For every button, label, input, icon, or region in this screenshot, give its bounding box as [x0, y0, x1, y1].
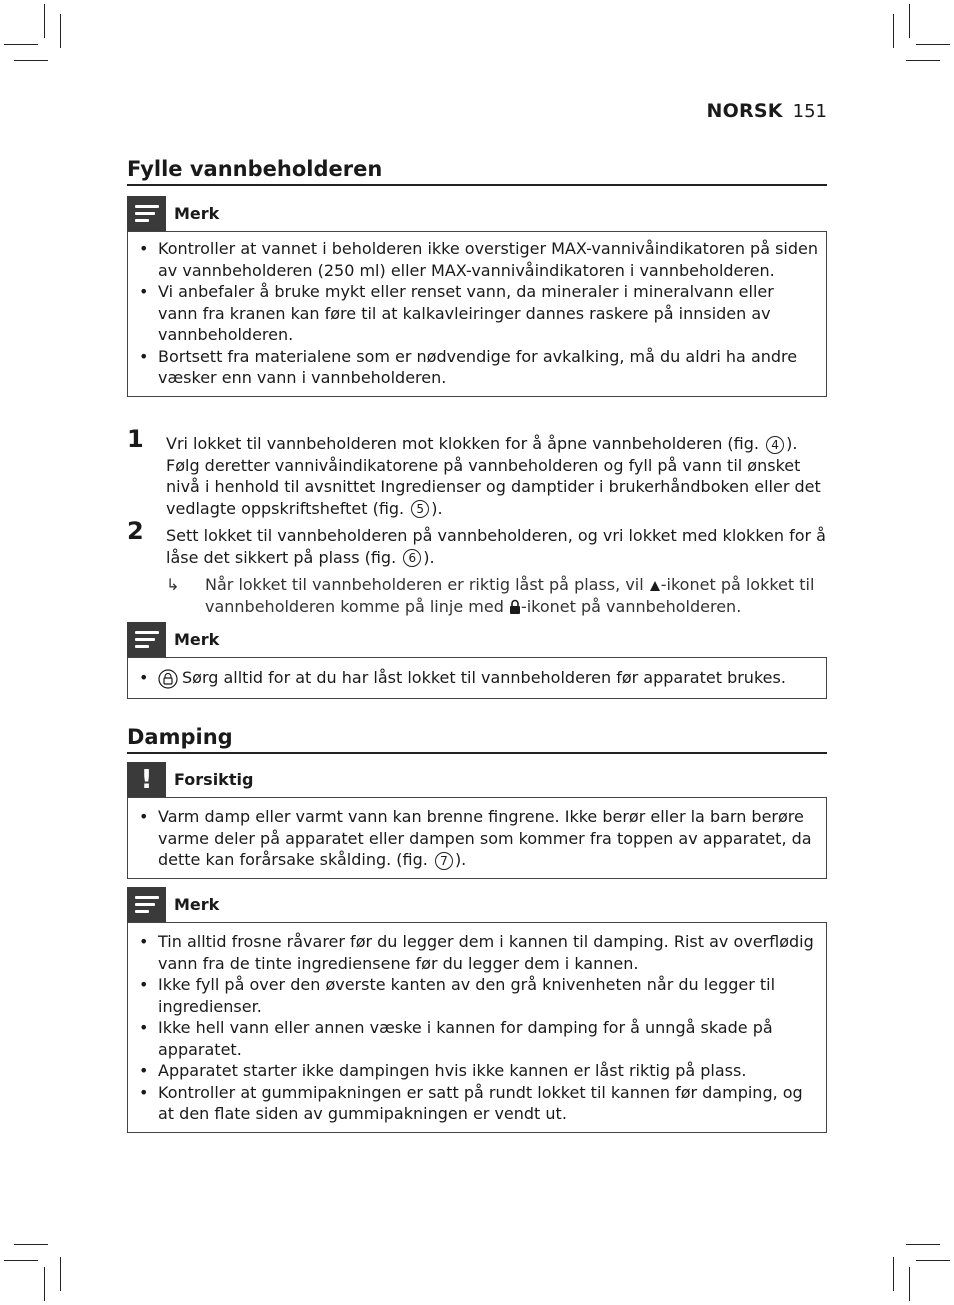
crop-mark	[4, 44, 38, 45]
crop-mark	[14, 1244, 48, 1245]
lock-icon	[509, 599, 521, 615]
note-box	[127, 231, 827, 397]
list-item: • Ikke hell vann eller annen væske i kannen for damping for å unngå skade på apparatet.	[136, 1017, 818, 1060]
note-box	[127, 922, 827, 1133]
triangle-up-icon	[649, 580, 661, 592]
crop-mark	[14, 60, 48, 61]
crop-mark	[4, 1260, 38, 1261]
list-item: • Vi anbefaler å bruke mykt eller renset vann, da mineraler i mineralvann eller vann fra kranen kan føre til at kalkavleiringer dannes raskere på innsiden av vannbeholderen.	[136, 281, 818, 346]
step-2	[127, 517, 827, 568]
note-icon	[127, 622, 166, 657]
crop-mark	[60, 14, 61, 48]
figure-reference: 5	[411, 500, 429, 518]
note-header	[127, 887, 827, 922]
note-icon	[127, 196, 166, 231]
crop-mark	[44, 4, 45, 38]
note-block-1	[127, 196, 827, 397]
crop-mark	[916, 44, 950, 45]
figure-reference: 6	[403, 549, 421, 567]
page-number: 151	[792, 101, 827, 122]
crop-mark	[906, 60, 940, 61]
crop-mark	[906, 1244, 940, 1245]
caution-header	[127, 762, 827, 797]
list-item: • Apparatet starter ikke dampingen hvis ikke kannen er låst riktig på plass.	[136, 1060, 818, 1082]
step-result: ↳ Når lokket til vannbeholderen er riktig låst på plass, vil -ikonet på lokket til vannbeholderen komme på linje med -ikonet på vannbeholderen.	[166, 575, 815, 616]
list-item: • Ikke fyll på over den øverste kanten av den grå knivenheten når du legger til ingredienser.	[136, 974, 818, 1017]
list-item: • Kontroller at gummipakningen er satt på rundt lokket til kannen før damping, og at den flate siden av gummipakningen er vendt ut.	[136, 1082, 818, 1125]
note-icon	[127, 887, 166, 922]
crop-mark	[893, 14, 894, 48]
note-label: Merk	[174, 895, 220, 914]
list-item: • Tin alltid frosne råvarer før du legger dem i kannen til damping. Rist av overflødig vann fra de tinte ingrediensene før du legger dem i kannen.	[136, 931, 818, 974]
language-label: NORSK	[706, 100, 783, 122]
caution-box	[127, 797, 827, 879]
list-item: • Kontroller at vannet i beholderen ikke overstiger MAX-vannivåindikatoren på siden av vannbeholderen (250 ml) eller MAX-vannivåindikatoren i vannbeholderen.	[136, 238, 818, 281]
crop-mark	[909, 1267, 910, 1301]
note-label: Merk	[174, 630, 220, 649]
note-label: Merk	[174, 204, 220, 223]
section-title-steaming: Damping	[127, 725, 827, 754]
caution-label: Forsiktig	[174, 770, 254, 789]
list-item: • Sørg alltid for at du har låst lokket til vannbeholderen før apparatet brukes.	[136, 667, 818, 689]
figure-reference: 7	[435, 852, 453, 870]
crop-mark	[60, 1257, 61, 1291]
list-item: • Bortsett fra materialene som er nødvendige for avkalking, må du aldri ha andre væsker enn vann i vannbeholderen.	[136, 346, 818, 389]
step-text: Vri lokket til vannbeholderen mot klokken for å åpne vannbeholderen (fig. 4 ). Følg deretter vannivåindikatorene på vannbeholderen og fyll på vann til ønsket nivå i henhold til avsnittet Ingredienser og damptider i brukerhåndboken eller det vedlagte oppskriftsheftet (fig. 5 ).	[166, 434, 821, 518]
crop-mark	[44, 1267, 45, 1301]
caution-block	[127, 762, 827, 879]
lock-circle-icon	[158, 669, 178, 689]
step-number: 2	[127, 517, 144, 545]
list-item: • Varm damp eller varmt vann kan brenne fingrene. Ikke berør eller la barn berøre varme deler på apparatet eller dampen som kommer fra toppen av apparatet, da dette kan forårsake skålding. (fig. 7 ).	[136, 806, 818, 871]
result-arrow-icon: ↳	[166, 575, 180, 594]
step-text: Sett lokket til vannbeholderen på vannbeholderen, og vri lokket med klokken for å låse det sikkert på plass (fig. 6 ).	[166, 526, 826, 567]
note-box	[127, 657, 827, 699]
page-header	[707, 100, 827, 122]
step-1	[127, 425, 827, 519]
note-header	[127, 196, 827, 231]
note-block-2	[127, 622, 827, 699]
note-block-3	[127, 887, 827, 1133]
step-number: 1	[127, 425, 144, 453]
section-title-fill-water-tank: Fylle vannbeholderen	[127, 157, 827, 186]
crop-mark	[909, 4, 910, 38]
crop-mark	[916, 1260, 950, 1261]
crop-mark	[893, 1257, 894, 1291]
note-header	[127, 622, 827, 657]
exclamation-icon: !	[127, 762, 166, 797]
figure-reference: 4	[766, 436, 784, 454]
